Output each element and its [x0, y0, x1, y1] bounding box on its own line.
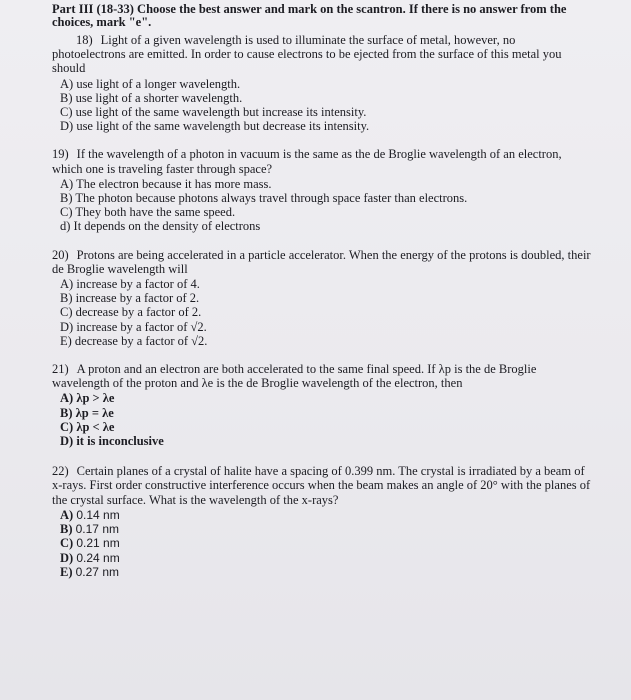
choice-21-a: A) λp > λe — [60, 391, 115, 406]
choice-22-e-letter: E) — [60, 564, 73, 579]
choice-19-a: A) The electron because it has more mass. — [60, 176, 272, 191]
choice-22-c-value: 0.21 nm — [76, 536, 120, 551]
choice-18-d: D) use light of the same wavelength but decrease its intensity. — [60, 119, 370, 134]
choice-20-e: E) decrease by a factor of √2. — [60, 333, 208, 348]
choice-22-b-letter: B) — [60, 522, 73, 537]
question-19-stem — [52, 147, 591, 175]
choice-20-c: C) decrease by a factor of 2. — [60, 305, 202, 320]
question-21-text: A proton and an electron are both accelerated to the same final speed. If λp is the de Broglie wavelength of the proton and λe is the de Broglie wavelength of the electron, then — [52, 362, 537, 391]
question-20-stem — [52, 248, 591, 276]
question-18-stem — [52, 33, 591, 76]
question-19-number: 19) — [52, 147, 69, 162]
question-19 — [52, 147, 591, 233]
choice-22-c-letter: C) — [60, 536, 74, 551]
choice-19-c: C) They both have the same speed. — [60, 205, 236, 220]
question-18-number: 18) — [76, 33, 93, 47]
choice-21-b: B) λp = λe — [60, 405, 114, 420]
question-18-text: Light of a given wavelength is used to illuminate the surface of metal, however, no photoelectrons are emitted. In order to cause electrons to be ejected from the surface of this metal you should — [52, 33, 562, 76]
question-20 — [52, 248, 591, 348]
question-22-stem — [52, 464, 591, 507]
choice-22-a-letter: A) — [60, 507, 74, 522]
question-19-text: If the wavelength of a photon in vacuum is the same as the de Broglie wavelength of an electron, which one is traveling faster through space? — [52, 147, 562, 176]
question-22 — [52, 464, 591, 579]
question-22-text: Certain planes of a crystal of halite have a spacing of 0.399 nm. The crystal is irradiated by a beam of x-rays. First order constructive interference occurs when the beam makes an angle of 20° with the planes of the crystal surface. What is the wavelength of the x-rays? — [52, 464, 591, 507]
question-22-number: 22) — [52, 464, 69, 479]
choice-22-d-value: 0.24 nm — [76, 550, 120, 565]
choice-22-a-value: 0.14 nm — [76, 507, 120, 522]
question-21 — [52, 362, 591, 448]
question-18-choices — [52, 77, 591, 134]
question-21-stem — [52, 362, 591, 390]
question-19-choices — [52, 177, 591, 234]
question-21-number: 21) — [52, 362, 69, 377]
section-header: Part III (18-33) Choose the best answer and mark on the scantron. If there is no answer from the choices, mark "e". — [52, 2, 567, 29]
choice-22-e — [60, 565, 591, 579]
choice-18-b: B) use light of a shorter wavelength. — [60, 90, 243, 105]
question-18 — [52, 33, 591, 133]
choice-19-d: d) It depends on the density of electrons — [60, 219, 261, 234]
choice-21-c: C) λp < λe — [60, 419, 115, 434]
question-20-choices — [52, 277, 591, 348]
choice-21-d: D) it is inconclusive — [60, 434, 164, 449]
choice-20-b: B) increase by a factor of 2. — [60, 291, 200, 306]
choice-18-a: A) use light of a longer wavelength. — [60, 76, 241, 91]
choice-22-a — [60, 508, 591, 522]
question-20-text: Protons are being accelerated in a particle accelerator. When the energy of the protons is doubled, their de Broglie wavelength will — [52, 247, 591, 276]
choice-20-a: A) increase by a factor of 4. — [60, 277, 200, 292]
question-21-choices — [52, 391, 591, 448]
choice-20-d: D) increase by a factor of √2. — [60, 319, 207, 334]
choice-22-d-letter: D) — [60, 550, 74, 565]
choice-22-c — [60, 536, 591, 550]
choice-22-b — [60, 522, 591, 536]
choice-22-d — [60, 551, 591, 565]
question-20-number: 20) — [52, 247, 69, 262]
choice-22-b-value: 0.17 nm — [75, 522, 119, 537]
question-22-choices — [52, 508, 591, 579]
choice-22-e-value: 0.27 nm — [75, 564, 119, 579]
choice-18-c: C) use light of the same wavelength but increase its intensity. — [60, 105, 367, 120]
choice-19-b: B) The photon because photons always travel through space faster than electrons. — [60, 191, 468, 206]
